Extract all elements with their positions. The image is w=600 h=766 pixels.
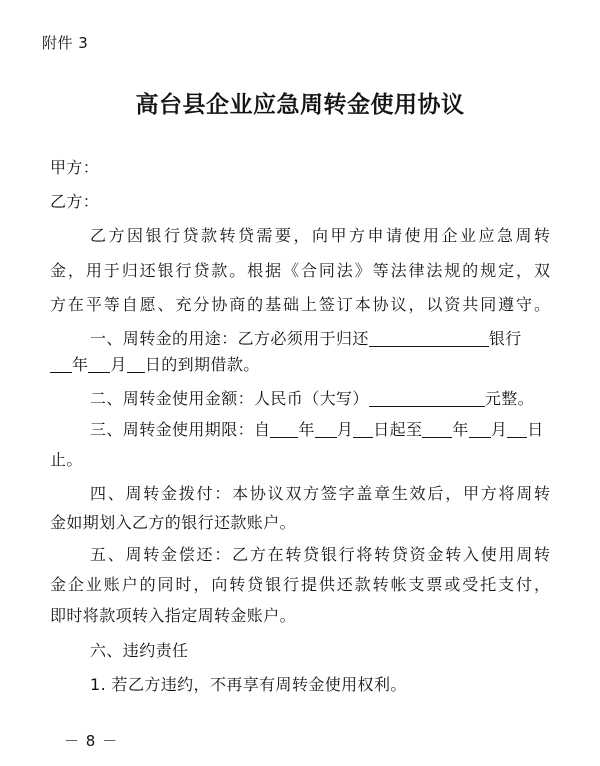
party-b-line: 乙方： <box>50 192 100 211</box>
clause-2-text: 二、周转金使用金额：人民币（大写） <box>90 389 369 408</box>
year-label: 年 <box>72 355 89 374</box>
end-year-blank[interactable] <box>422 421 452 438</box>
end-month-blank[interactable] <box>469 421 491 438</box>
clause-4-line-1: 四、周转金拨付：本协议双方签字盖章生效后，甲方将周转 <box>90 484 550 503</box>
year-blank[interactable] <box>50 356 72 373</box>
day-blank[interactable] <box>127 356 145 373</box>
clause-1-line-2 <box>50 355 260 375</box>
clause-1-line-1 <box>90 329 522 349</box>
intro-line-2: 金，用于归还银行贷款。根据《合同法》等法律法规的规定，双 <box>50 261 550 280</box>
clause-3-text: 三、周转金使用期限：自 <box>90 420 271 439</box>
clause-1-bank: 银行 <box>488 329 522 348</box>
clause-4-line-2: 金如期划入乙方的银行还款账户。 <box>50 513 297 532</box>
clause-5-line-1: 五、周转金偿还：乙方在转贷银行将转贷资金转入使用周转 <box>90 545 550 564</box>
start-day-label: 日起至 <box>373 420 423 439</box>
start-month-label: 月 <box>336 420 354 439</box>
clause-6-heading: 六、违约责任 <box>90 641 189 660</box>
clause-5-line-2: 金企业账户的同时，向转贷银行提供还款转帐支票或受托支付， <box>50 575 550 594</box>
month-label: 月 <box>110 355 127 374</box>
clause-5-line-3: 即时将款项转入指定周转金账户。 <box>50 606 297 625</box>
intro-line-1: 乙方因银行贷款转贷需要，向甲方申请使用企业应急周转 <box>90 226 550 245</box>
start-year-blank[interactable] <box>270 421 298 438</box>
start-year-label: 年 <box>298 420 315 439</box>
end-day-label: 日 <box>527 420 544 439</box>
attachment-label: 附件 3 <box>42 34 89 52</box>
end-month-label: 月 <box>490 420 508 439</box>
clause-3-line-1 <box>90 420 544 440</box>
clause-2-line <box>90 389 534 409</box>
clause-6-item-1: 1. 若乙方违约，不再享有周转金使用权利。 <box>90 675 407 694</box>
start-month-blank[interactable] <box>315 421 337 438</box>
month-blank[interactable] <box>88 356 110 373</box>
amount-blank[interactable] <box>369 390 485 407</box>
due-loan-text: 日的到期借款。 <box>144 355 260 374</box>
bank-name-blank[interactable] <box>369 330 489 347</box>
intro-line-3: 方在平等自愿、充分协商的基础上签订本协议，以资共同遵守。 <box>50 295 550 314</box>
clause-1-text: 一、周转金的用途：乙方必须用于归还 <box>90 329 369 348</box>
start-day-blank[interactable] <box>353 421 373 438</box>
end-year-label: 年 <box>452 420 469 439</box>
end-day-blank[interactable] <box>507 421 527 438</box>
amount-suffix: 元整。 <box>484 389 535 408</box>
page-number: － 8 － <box>64 732 119 750</box>
clause-3-line-2: 止。 <box>50 450 83 469</box>
document-title: 高台县企业应急周转金使用协议 <box>135 91 465 118</box>
party-a-line: 甲方： <box>50 158 100 177</box>
